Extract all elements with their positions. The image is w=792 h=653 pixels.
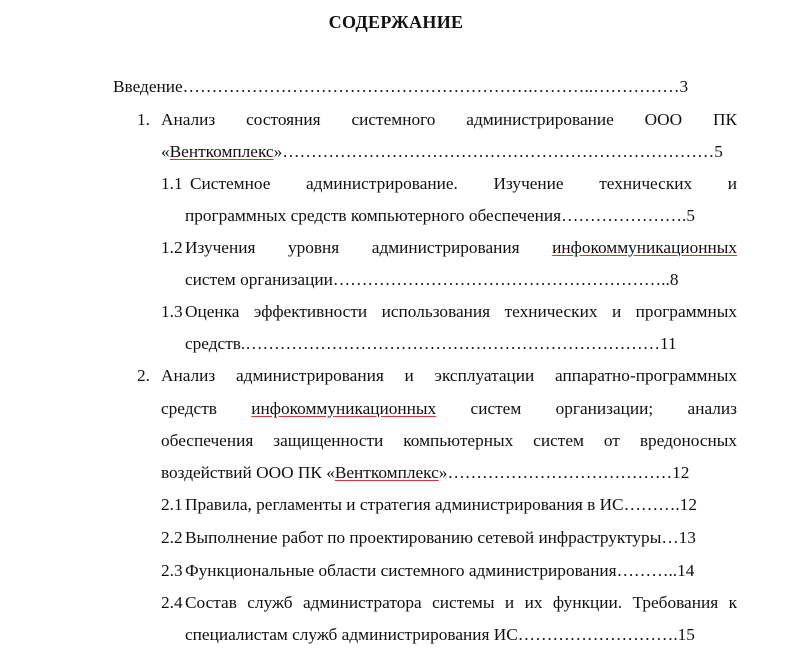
toc-entry-1-1-line1: Системное администрирование. Изучение технических и [190,174,737,193]
toc-entry-1-3-line2: средств.………………………………………………………………11 [185,334,677,353]
toc-text: »…………………………………12 [438,463,690,482]
toc-entry-2-1: Правила, регламенты и стратегия администрирования в ИС……….12 [185,495,698,514]
toc-text: « [161,142,170,161]
toc-entry-2-4-line2: специалистам служб администрирования ИС……………………….15 [185,625,695,644]
toc-num-1-2: 1.2 [161,238,183,257]
toc-text: воздействий ООО ПК « [161,463,335,482]
toc-entry-2-3: Функциональные области системного администрирования………..14 [185,561,695,580]
toc-entry-1-2-line2: систем организации…………………………………………………..8 [185,270,679,289]
toc-num-2-2: 2.2 [161,528,183,547]
toc-entry-2-2: Выполнение работ по проектированию сетевой инфраструктуры…13 [185,528,696,547]
toc-text: Изучения уровня администрирования [185,238,520,257]
toc-entry-1-2-line1 [185,237,737,259]
toc-text: »…………………………………………………………………5 [273,142,723,161]
page-title: СОДЕРЖАНИЕ [328,12,464,32]
toc-num-1: 1. [137,110,150,129]
toc-entry-intro: Введение…………………………………………………….………..……………3 [113,77,689,96]
toc-entry-2-line1: Анализ администрирования и эксплуатации аппаратно-программных [161,366,737,385]
spellcheck-word: Венткомплекс [169,142,274,161]
toc-entry-1-3-line1: Оценка эффективности использования технических и программных [185,302,737,321]
toc-entry-2-line4 [161,462,689,484]
toc-num-1-3: 1.3 [161,302,183,321]
toc-entry-2-line3: обеспечения защищенности компьютерных систем от вредоносных [161,431,737,450]
toc-entry-1-1-line2: программных средств компьютерного обеспечения………………….5 [185,206,696,225]
spellcheck-word: инфокоммуникационных [552,238,737,257]
toc-entry-1-line1: Анализ состояния системного администрирование ООО ПК [161,110,737,129]
toc-entry-1-line2 [161,141,723,163]
toc-num-2-3: 2.3 [161,561,183,580]
toc-text: систем организации; анализ [470,399,737,418]
toc-num-1-1: 1.1 [161,174,183,193]
toc-num-2-4: 2.4 [161,593,183,612]
toc-num-2-1: 2.1 [161,495,183,514]
toc-text: средств [161,399,217,418]
toc-num-2: 2. [137,366,150,385]
toc-entry-2-line2 [161,398,737,420]
spellcheck-word: Венткомплекс [334,463,439,482]
toc-entry-2-4-line1: Состав служб администратора системы и их функции. Требования к [185,593,737,612]
spellcheck-word: инфокоммуникационных [251,399,437,418]
